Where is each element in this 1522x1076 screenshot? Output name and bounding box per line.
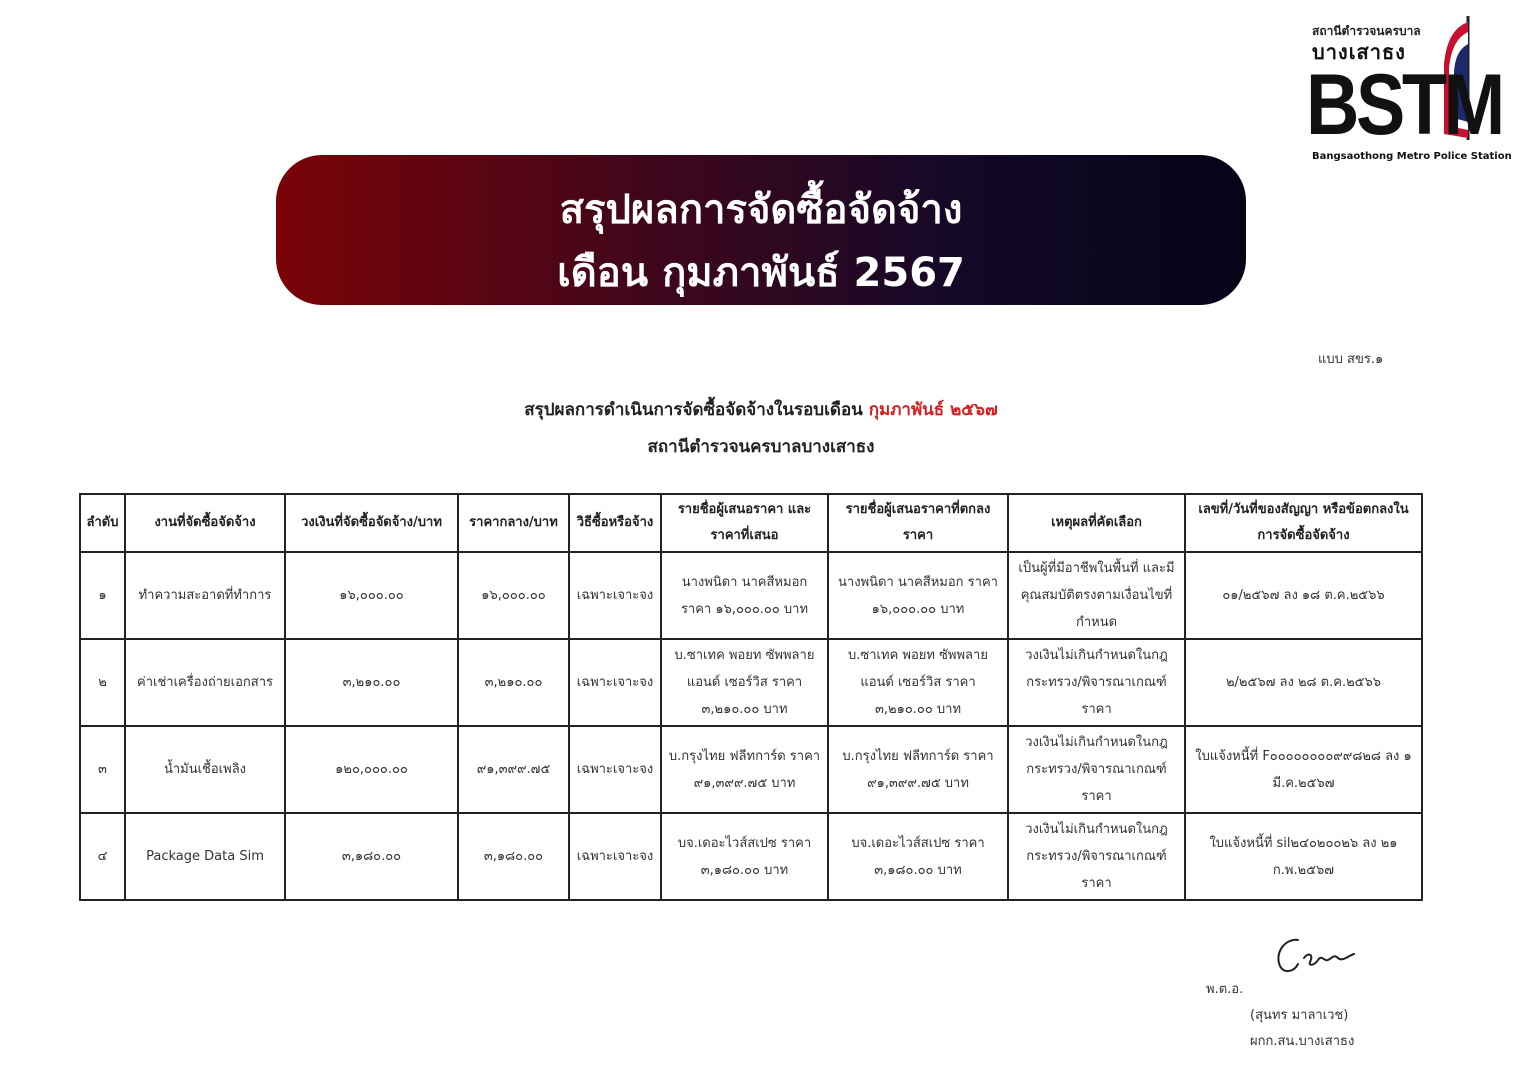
table-cell: วงเงินไม่เกินกำหนดในกฎกระทรวง/พิจารณาเกณฑ์ราคา (1008, 813, 1185, 900)
table-cell: น้ำมันเชื้อเพลิง (125, 726, 285, 813)
header-cell: เหตุผลที่คัดเลือก (1008, 494, 1185, 552)
table-cell: ๙๑,๓๙๙.๗๕ (458, 726, 569, 813)
table-cell: ๑๖,๐๐๐.๐๐ (458, 552, 569, 639)
signature-rank: พ.ต.อ. (1206, 982, 1244, 997)
table-cell: ๒/๒๕๖๗ ลง ๒๘ ต.ค.๒๕๖๖ (1185, 639, 1422, 726)
header-cell: วิธีซื้อหรือจ้าง (569, 494, 661, 552)
table-cell: เฉพาะเจาะจง (569, 813, 661, 900)
header-cell: เลขที่/วันที่ของสัญญา หรือข้อตกลงในการจัดซื้อจัดจ้าง (1185, 494, 1422, 552)
table-cell: นางพนิดา นาคสีหมอก ราคา ๑๖,๐๐๐.๐๐ บาท (828, 552, 1008, 639)
header-cell: วงเงินที่จัดซื้อจัดจ้าง/บาท (285, 494, 458, 552)
table-cell: บจ.เดอะไวส์สเปซ ราคา ๓,๑๘๐.๐๐ บาท (828, 813, 1008, 900)
table-row (80, 639, 1422, 726)
logo-subtitle: สถานีตำรวจนครบาล (1312, 24, 1421, 38)
table-cell: ใบแจ้งหนี้ที่ sil๒๔๐๒๐๐๒๖ ลง ๒๑ ก.พ.๒๕๖๗ (1185, 813, 1422, 900)
table-cell: เป็นผู้ที่มีอาชีพในพื้นที่ และมีคุณสมบัติตรงตามเงื่อนไขที่กำหนด (1008, 552, 1185, 639)
table-cell: บ.กรุงไทย ฟลีทการ์ด ราคา ๙๑,๓๙๙.๗๕ บาท (661, 726, 828, 813)
header-cell: งานที่จัดซื้อจัดจ้าง (125, 494, 285, 552)
title-banner (276, 155, 1246, 305)
signature-name: (สุนทร มาลาเวช) (1250, 1008, 1349, 1023)
table-cell: ๔ (80, 813, 125, 900)
table-cell: ใบแจ้งหนี้ที่ F๐๐๐๐๐๐๐๐๙๙๘๒๘ ลง ๑ มี.ค.๒๕๖๗ (1185, 726, 1422, 813)
table-cell: นางพนิดา นาคสีหมอก ราคา ๑๖,๐๐๐.๐๐ บาท (661, 552, 828, 639)
header-cell: ลำดับ (80, 494, 125, 552)
signature-position: ผกก.สน.บางเสาธง (1250, 1034, 1355, 1049)
table-cell: ทำความสะอาดที่ทำการ (125, 552, 285, 639)
table-cell: บ.กรุงไทย ฟลีทการ์ด ราคา ๙๑,๓๙๙.๗๕ บาท (828, 726, 1008, 813)
table-cell: ๓,๑๘๐.๐๐ (458, 813, 569, 900)
header-cell: รายชื่อผู้เสนอราคา และราคาที่เสนอ (661, 494, 828, 552)
header-cell: รายชื่อผู้เสนอราคาที่ตกลงราคา (828, 494, 1008, 552)
form-code: แบบ สขร.๑ (1318, 352, 1384, 367)
table-cell: เฉพาะเจาะจง (569, 639, 661, 726)
table-cell: บ.ซาเทค พอยท ซัพพลายแอนด์ เซอร์วิส ราคา ๓,๒๑๐.๐๐ บาท (661, 639, 828, 726)
table-cell: ๐๑/๒๕๖๗ ลง ๑๘ ต.ค.๒๕๖๖ (1185, 552, 1422, 639)
banner-line-1: สรุปผลการจัดซื้อจัดจ้าง (559, 187, 963, 233)
logo-name: บางเสาธง (1312, 40, 1406, 64)
document-title (0, 396, 1522, 423)
table-cell: Package Data Sim (125, 813, 285, 900)
table-cell: ๓,๒๑๐.๐๐ (458, 639, 569, 726)
document-title-month: กุมภาพันธ์ ๒๕๖๗ (868, 400, 998, 420)
table-cell: ๓,๒๑๐.๐๐ (285, 639, 458, 726)
table-cell: ๑ (80, 552, 125, 639)
table-cell: บ.ซาเทค พอยท ซัพพลายแอนด์ เซอร์วิส ราคา ๓,๒๑๐.๐๐ บาท (828, 639, 1008, 726)
table-cell: วงเงินไม่เกินกำหนดในกฎกระทรวง/พิจารณาเกณฑ์ราคา (1008, 639, 1185, 726)
station-logo (1300, 14, 1512, 164)
table-cell: ๓,๑๘๐.๐๐ (285, 813, 458, 900)
document-subtitle: สถานีตำรวจนครบาลบางเสาธง (647, 437, 875, 457)
logo-caption: Bangsaothong Metro Police Station (1312, 151, 1512, 162)
signature-icon (1268, 930, 1358, 982)
table-cell: ๓ (80, 726, 125, 813)
table-row (80, 552, 1422, 639)
table-cell: ๒ (80, 639, 125, 726)
procurement-table (79, 493, 1423, 901)
header-cell: ราคากลาง/บาท (458, 494, 569, 552)
table-cell: ๑๖,๐๐๐.๐๐ (285, 552, 458, 639)
document-title-prefix: สรุปผลการดำเนินการจัดซื้อจัดจ้างในรอบเดือน (524, 400, 863, 420)
table-cell: ๑๒๐,๐๐๐.๐๐ (285, 726, 458, 813)
banner-line-2: เดือน กุมภาพันธ์ 2567 (557, 250, 965, 296)
table-cell: ค่าเช่าเครื่องถ่ายเอกสาร (125, 639, 285, 726)
table-header-row (80, 494, 1422, 552)
logo-mark: BSTM (1306, 57, 1502, 153)
table-cell: บจ.เดอะไวส์สเปซ ราคา ๓,๑๘๐.๐๐ บาท (661, 813, 828, 900)
table-cell: วงเงินไม่เกินกำหนดในกฎกระทรวง/พิจารณาเกณฑ์ราคา (1008, 726, 1185, 813)
table-cell: เฉพาะเจาะจง (569, 726, 661, 813)
table-row (80, 726, 1422, 813)
table-row (80, 813, 1422, 900)
table-cell: เฉพาะเจาะจง (569, 552, 661, 639)
